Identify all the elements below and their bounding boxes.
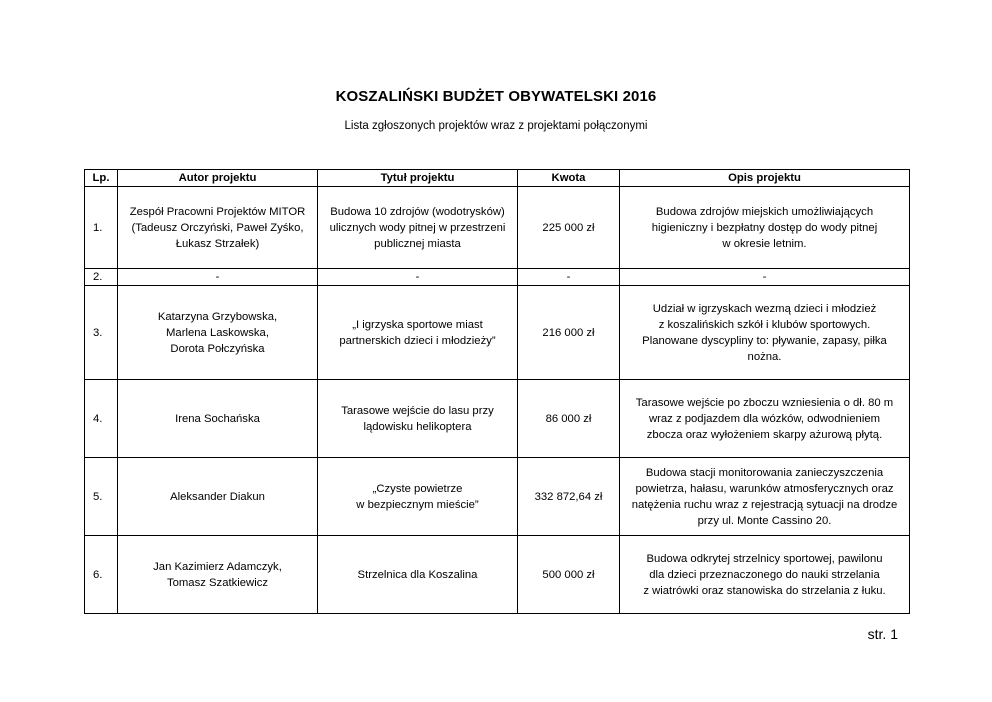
author-line: Zespół Pracowni Projektów MITOR [129,205,306,218]
cell-description [620,269,910,286]
table-header-row [85,170,910,187]
description-line: Tarasowe wejście po zboczu wzniesienia o dł. 80 m [635,396,894,409]
cell-title [318,187,518,269]
header-author: Autor projektu [118,170,318,187]
cell-author [118,187,318,269]
cell-author [118,380,318,458]
title-line: „I igrzyska sportowe miast [352,318,483,331]
title-line: Tarasowe wejście do lasu przy [341,404,494,417]
author-line: Jan Kazimierz Adamczyk, [153,560,282,573]
description-line: nożna. [747,350,782,363]
description-line: Planowane dyscypliny to: pływanie, zapasy, piłka [642,334,887,347]
cell-lp: 1. [85,187,118,269]
description-line: Udział w igrzyskach wezmą dzieci i młodzież [652,302,877,315]
cell-amount: - [518,269,620,286]
table-row [85,269,910,286]
document-title: KOSZALIŃSKI BUDŻET OBYWATELSKI 2016 [335,88,657,105]
cell-amount: 500 000 zł [518,536,620,614]
cell-lp: 6. [85,536,118,614]
author-line: Katarzyna Grzybowska, [157,310,278,323]
cell-lp: 3. [85,286,118,380]
title-line: „Czyste powietrze [372,482,463,495]
cell-description [620,536,910,614]
author-line: Irena Sochańska [175,412,260,425]
projects-table [84,169,910,614]
author-line: Aleksander Diakun [170,490,265,503]
description-line: natężenia ruchu wraz z rejestracją sytuacji na drodze [631,498,898,511]
header-lp: Lp. [85,170,118,187]
description-line: Budowa odkrytej strzelnicy sportowej, pawilonu [646,552,883,565]
cell-title [318,536,518,614]
title-line: - [415,271,420,283]
title-line: partnerskich dzieci i młodzieży” [339,334,496,347]
description-line: w okresie letnim. [722,237,807,250]
title-line: lądowisku helikoptera [363,420,472,433]
cell-amount: 216 000 zł [518,286,620,380]
cell-author [118,286,318,380]
title-line: Strzelnica dla Koszalina [357,568,478,581]
description-line: zbocza oraz wyłożeniem skarpy ażurową płytą. [646,428,883,441]
author-line: Tomasz Szatkiewicz [166,576,269,589]
description-line: wraz z podjazdem dla wózków, odwodnieniem [648,412,881,425]
author-line: Dorota Połczyńska [170,342,265,355]
table-row [85,380,910,458]
description-line: - [762,271,767,283]
title-line: ulicznych wody pitnej w przestrzeni [329,221,506,234]
table-row [85,458,910,536]
title-line: Budowa 10 zdrojów (wodotrysków) [330,205,505,218]
header-amount: Kwota [518,170,620,187]
cell-lp: 4. [85,380,118,458]
author-line: (Tadeusz Orczyński, Paweł Zyśko, [131,221,304,234]
title-line: w bezpiecznym mieście” [356,498,479,511]
header-description: Opis projektu [620,170,910,187]
cell-lp: 2. [85,269,118,286]
cell-title [318,458,518,536]
cell-title [318,286,518,380]
table-row [85,536,910,614]
author-line: - [215,271,220,283]
cell-amount: 225 000 zł [518,187,620,269]
table-row [85,286,910,380]
header-title: Tytuł projektu [318,170,518,187]
cell-lp: 5. [85,458,118,536]
author-line: Marlena Laskowska, [166,326,269,339]
cell-amount: 86 000 zł [518,380,620,458]
cell-author [118,458,318,536]
description-line: z wiatrówki oraz stanowiska do strzelania z łuku. [643,584,886,597]
description-line: Budowa stacji monitorowania zanieczyszczenia [645,466,884,479]
title-line: publicznej miasta [374,237,461,250]
cell-description [620,380,910,458]
cell-description [620,187,910,269]
cell-author [118,269,318,286]
description-line: z koszalińskich szkół i klubów sportowych. [658,318,871,331]
cell-description [620,286,910,380]
author-line: Łukasz Strzałek) [175,237,260,250]
page-number: str. 1 [867,626,898,642]
description-line: Budowa zdrojów miejskich umożliwiających [655,205,874,218]
table-row [85,187,910,269]
description-line: higieniczny i bezpłatny dostęp do wody pitnej [651,221,878,234]
description-line: powietrza, hałasu, warunków atmosferycznych oraz [635,482,894,495]
cell-amount: 332 872,64 zł [518,458,620,536]
cell-description [620,458,910,536]
cell-title [318,380,518,458]
document-subtitle: Lista zgłoszonych projektów wraz z projektami połączonymi [344,120,648,132]
cell-title [318,269,518,286]
description-line: przy ul. Monte Cassino 20. [697,514,832,527]
description-line: dla dzieci przeznaczonego do nauki strzelania [649,568,880,581]
cell-author [118,536,318,614]
